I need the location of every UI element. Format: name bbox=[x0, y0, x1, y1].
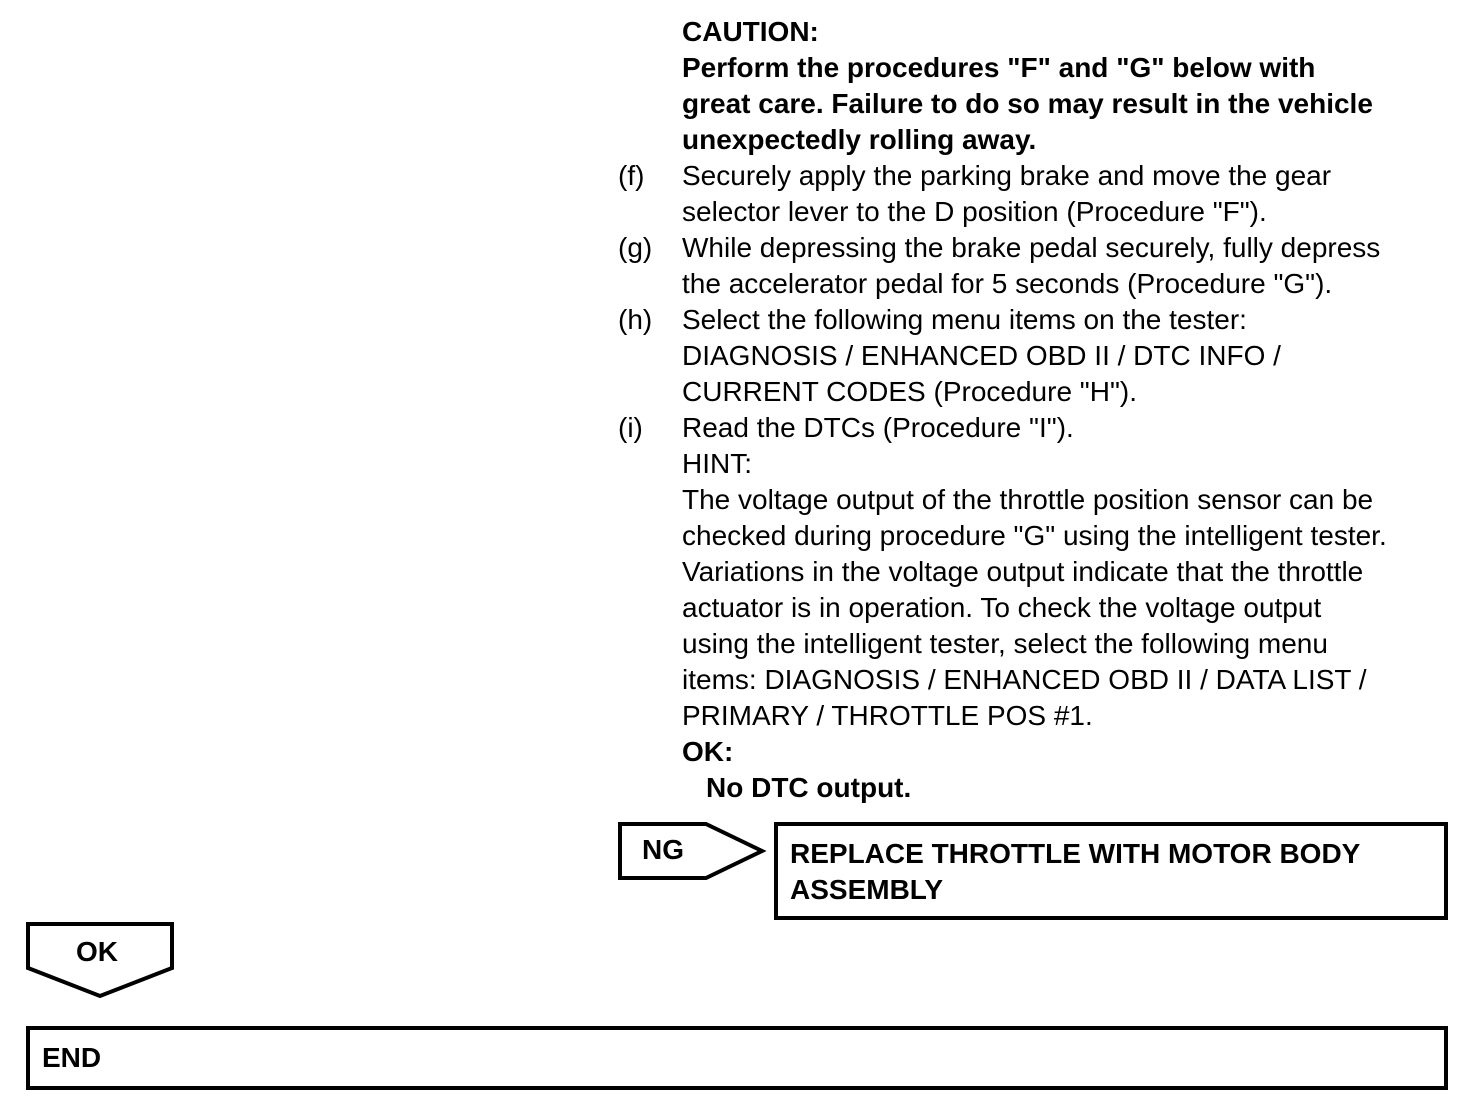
hint-line: actuator is in operation. To check the voltage output bbox=[682, 592, 1322, 623]
step-line: Read the DTCs (Procedure "I"). bbox=[682, 412, 1074, 443]
step-line: the accelerator pedal for 5 seconds (Procedure "G"). bbox=[682, 268, 1333, 299]
step-letter: (i) bbox=[618, 412, 643, 443]
ng-action-box bbox=[774, 822, 1448, 920]
ng-arrow-icon bbox=[618, 822, 768, 882]
caution-heading: CAUTION: bbox=[682, 16, 819, 47]
hint-line: checked during procedure "G" using the intelligent tester. bbox=[682, 520, 1387, 551]
step-body bbox=[682, 230, 1458, 302]
caution-line-3: unexpectedly rolling away. bbox=[682, 124, 1037, 155]
step-letter: (g) bbox=[618, 232, 653, 263]
step-g bbox=[618, 230, 1458, 302]
caution-line-1: Perform the procedures "F" and "G" below with bbox=[682, 52, 1316, 83]
ok-result-detail: No DTC output. bbox=[706, 772, 912, 803]
procedure-steps bbox=[618, 158, 1458, 806]
step-line: Securely apply the parking brake and move the gear bbox=[682, 160, 1332, 191]
step-letter: (h) bbox=[618, 304, 653, 335]
ok-label: OK bbox=[76, 936, 118, 967]
ng-action-line: ASSEMBLY bbox=[790, 874, 944, 905]
hint-line: using the intelligent tester, select the following menu bbox=[682, 628, 1328, 659]
caution-line-2: great care. Failure to do so may result in the vehicle bbox=[682, 88, 1373, 119]
step-line: selector lever to the D position (Procedure "F"). bbox=[682, 196, 1267, 227]
ok-result-label: OK: bbox=[682, 736, 734, 767]
step-line: DIAGNOSIS / ENHANCED OBD II / DTC INFO / bbox=[682, 340, 1281, 371]
step-h bbox=[618, 302, 1458, 410]
step-i bbox=[618, 410, 1458, 806]
step-line: CURRENT CODES (Procedure "H"). bbox=[682, 376, 1137, 407]
step-f bbox=[618, 158, 1458, 230]
ng-label: NG bbox=[642, 834, 684, 865]
step-body bbox=[682, 302, 1458, 410]
end-box bbox=[26, 1026, 1448, 1090]
hint-line: Variations in the voltage output indicate that the throttle bbox=[682, 556, 1364, 587]
hint-line: items: DIAGNOSIS / ENHANCED OBD II / DATA LIST / bbox=[682, 664, 1367, 695]
end-label: END bbox=[42, 1042, 102, 1073]
step-letter: (f) bbox=[618, 160, 645, 191]
step-line: Select the following menu items on the tester: bbox=[682, 304, 1247, 335]
hint-line: PRIMARY / THROTTLE POS #1. bbox=[682, 700, 1093, 731]
step-body bbox=[682, 410, 1458, 806]
step-line: While depressing the brake pedal securely, fully depress bbox=[682, 232, 1381, 263]
step-body bbox=[682, 158, 1458, 230]
hint-line: The voltage output of the throttle position sensor can be bbox=[682, 484, 1374, 515]
hint-label: HINT: bbox=[682, 448, 752, 479]
ng-action-line: REPLACE THROTTLE WITH MOTOR BODY bbox=[790, 838, 1361, 869]
